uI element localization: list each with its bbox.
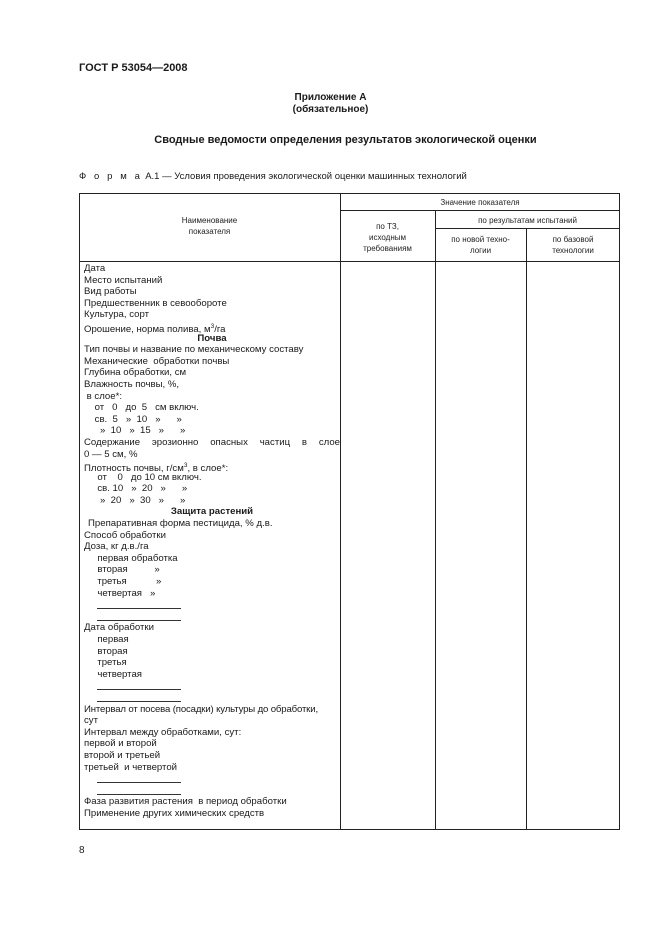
col-new-line1: по новой техно- xyxy=(451,235,510,244)
col-base-line2: технологии xyxy=(552,246,594,255)
row-dose-1: первая обработка xyxy=(84,552,178,564)
blank-line xyxy=(84,680,340,692)
row-interval-1-2: первой и второй xyxy=(84,738,157,750)
row-tillage: Механические обработки почвы xyxy=(84,355,230,367)
form-caption xyxy=(79,171,467,182)
row-interval-3-4: третьей и четвертой xyxy=(84,761,178,773)
row-moisture: Влажность почвы, %, xyxy=(84,378,180,390)
row-sowing-interval: Интервал от посева (посадки) культуры до обработки, xyxy=(84,703,318,715)
col-base-header xyxy=(526,234,620,256)
row-work-type: Вид работы xyxy=(84,286,137,298)
row-dose: Доза, кг д.в./га xyxy=(84,541,149,553)
col-tz-line1: по ТЗ, xyxy=(376,222,399,231)
row-soil-type: Тип почвы и название по механическому составу xyxy=(84,344,304,356)
col-divider-3 xyxy=(526,228,527,830)
col-base-line1: по базовой xyxy=(552,235,594,244)
form-word: Ф о р м а xyxy=(79,171,143,182)
row-tillage-depth: Глубина обработки, см xyxy=(84,367,187,379)
row-layer: в слое*: xyxy=(84,390,123,402)
page-title: Сводные ведомости определения результатов экологической оценки xyxy=(154,134,537,146)
form-text: А.1 — Условия проведения экологической оценки машинных технологий xyxy=(142,171,467,182)
row-growth-phase: Фаза развития растения в период обработки xyxy=(84,796,287,808)
row-treatment-date: Дата обработки xyxy=(84,622,154,634)
row-density xyxy=(84,460,340,475)
row-erosion-cont: 0 — 5 см, % xyxy=(84,448,138,460)
row-treatment-3: третья xyxy=(84,657,127,669)
row-dose-4: четвертая » xyxy=(84,587,156,599)
row-density-20-30: » 20 » 30 » » xyxy=(84,494,186,506)
col-name-line1: Наименование xyxy=(181,216,238,225)
row-layer-10-15: » 10 » 15 » » xyxy=(84,425,186,437)
row-method: Способ обработки xyxy=(84,529,166,541)
row-crop: Культура, сорт xyxy=(84,309,149,321)
blank-line xyxy=(84,785,340,797)
indicator-list xyxy=(84,263,340,820)
col-results-header: по результатам испытаний xyxy=(478,216,577,225)
row-interval-2-3: второй и третьей xyxy=(84,749,161,761)
col-new-line2: логии xyxy=(469,246,492,255)
row-treatment-4: четвертая xyxy=(84,668,143,680)
row-other-chemicals: Применение других химических средств xyxy=(84,807,265,819)
density-label: Плотность почвы, г/см xyxy=(84,463,184,475)
row-irrigation xyxy=(84,321,340,336)
section-soil: Почва xyxy=(197,332,227,344)
col-tz-header xyxy=(340,221,435,254)
col-divider-1 xyxy=(340,193,341,830)
irrigation-label: Орошение, норма полива, м xyxy=(84,324,211,336)
row-formulation: Препаративная форма пестицида, % д.в. xyxy=(88,518,273,530)
col-tz-line2: исходным xyxy=(369,233,406,242)
appendix-status: (обязательное) xyxy=(292,104,369,115)
row-test-site: Место испытаний xyxy=(84,274,163,286)
col-value-header: Значение показателя xyxy=(440,198,520,207)
row-dose-3: третья » xyxy=(84,576,162,588)
col-name-header xyxy=(79,215,340,237)
appendix-label: Приложение А xyxy=(294,92,367,103)
row-density-0-10: от 0 до 10 см включ. xyxy=(84,471,202,483)
col-name-line2: показателя xyxy=(188,227,231,236)
header-divider xyxy=(79,261,620,262)
row-divider-1 xyxy=(340,210,620,211)
col-tz-line3: требованиям xyxy=(363,244,412,253)
row-layer-0-5: от 0 до 5 см включ. xyxy=(84,402,199,414)
row-treatment-interval: Интервал между обработками, сут: xyxy=(84,726,242,738)
row-predecessor: Предшественник в севообороте xyxy=(84,297,227,309)
row-sowing-interval-unit: сут xyxy=(84,715,98,727)
blank-line xyxy=(84,773,340,785)
row-erosion: Содержание эрозионно опасных частиц в слое xyxy=(84,436,340,448)
row-date: Дата xyxy=(84,263,106,274)
density-sup: 3 xyxy=(183,462,188,470)
standard-number: ГОСТ Р 53054—2008 xyxy=(79,62,188,74)
blank-line xyxy=(84,599,340,611)
row-dose-2: вторая » xyxy=(84,564,160,576)
col-new-header xyxy=(435,234,526,256)
page-number: 8 xyxy=(79,845,85,856)
row-layer-5-10: св. 5 » 10 » » xyxy=(84,413,182,425)
irrigation-sup: 3 xyxy=(210,322,215,330)
section-plant-protection: Защита растений xyxy=(170,506,254,518)
blank-line xyxy=(84,611,340,623)
row-treatment-2: вторая xyxy=(84,645,128,657)
irrigation-unit: /га xyxy=(214,324,226,336)
row-density-10-20: св. 10 » 20 » » xyxy=(84,483,188,495)
blank-line xyxy=(84,692,340,704)
col-divider-2 xyxy=(435,210,436,830)
row-divider-2 xyxy=(435,228,620,229)
density-unit: , в слое*: xyxy=(187,463,229,475)
row-treatment-1: первая xyxy=(84,634,129,645)
